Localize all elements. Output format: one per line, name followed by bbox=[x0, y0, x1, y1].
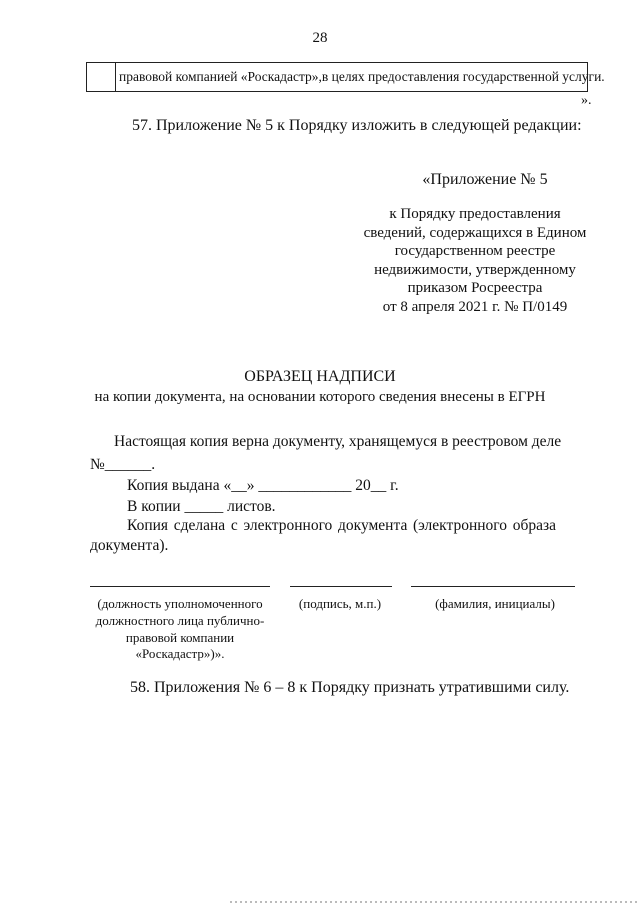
paragraph-58: 58. Приложения № 6 – 8 к Порядку признать утратившими силу. bbox=[130, 679, 570, 696]
appendix-reference-block bbox=[360, 205, 590, 317]
table-cell-text: правовой компанией «Роскадастр»,в целях предоставления государственной услуги. bbox=[119, 69, 605, 84]
signature-line bbox=[290, 586, 392, 587]
appendix-line: приказом Росреестра bbox=[407, 280, 543, 297]
sample-title: ОБРАЗЕЦ НАДПИСИ bbox=[244, 368, 396, 385]
appendix-line: недвижимости, утвержденному bbox=[374, 261, 576, 278]
sample-body-line-5 bbox=[90, 517, 556, 535]
signature-caption: (подпись, м.п.) bbox=[298, 596, 382, 611]
name-caption: (фамилия, инициалы) bbox=[435, 596, 555, 611]
caption-line: «Роскадастр»)». bbox=[135, 646, 225, 662]
closing-quote-mark: ». bbox=[581, 93, 592, 108]
appendix-line: сведений, содержащихся в Едином bbox=[363, 224, 587, 241]
appendix-title: «Приложение № 5 bbox=[422, 171, 548, 188]
appendix-line: к Порядку предоставления bbox=[389, 206, 561, 222]
sample-body-line-6: документа). bbox=[90, 537, 169, 554]
position-signature-line bbox=[90, 586, 270, 587]
sample-body-text: Настоящая копия верна документу, хранящемуся в реестровом деле bbox=[114, 433, 562, 450]
sample-body-line-1 bbox=[90, 433, 562, 451]
appendix-line: государственном реестре bbox=[394, 243, 556, 260]
caption-line: правовой компании bbox=[125, 629, 235, 645]
position-caption bbox=[85, 596, 275, 663]
sample-subtitle: на копии документа, на основании которого сведения внесены в ЕГРН bbox=[94, 389, 546, 405]
paragraph-57: 57. Приложение № 5 к Порядку изложить в следующей редакции: bbox=[132, 117, 582, 134]
page-number: 28 bbox=[312, 30, 328, 46]
name-signature-line bbox=[411, 586, 575, 587]
scan-edge-mark bbox=[230, 899, 640, 905]
caption-line: (должность уполномоченного bbox=[97, 596, 263, 611]
appendix-line: от 8 апреля 2021 г. № П/0149 bbox=[382, 298, 568, 315]
table-column-divider bbox=[115, 63, 116, 91]
sample-body-text: Копия сделана с электронного документа (электронного образа bbox=[127, 517, 556, 534]
sample-body-line-4: В копии _____ листов. bbox=[127, 498, 276, 515]
caption-line: должностного лица публично- bbox=[95, 612, 265, 628]
sample-body-line-2: №______. bbox=[90, 456, 156, 473]
sample-body-line-3: Копия выдана «__» ____________ 20__ г. bbox=[127, 477, 399, 494]
